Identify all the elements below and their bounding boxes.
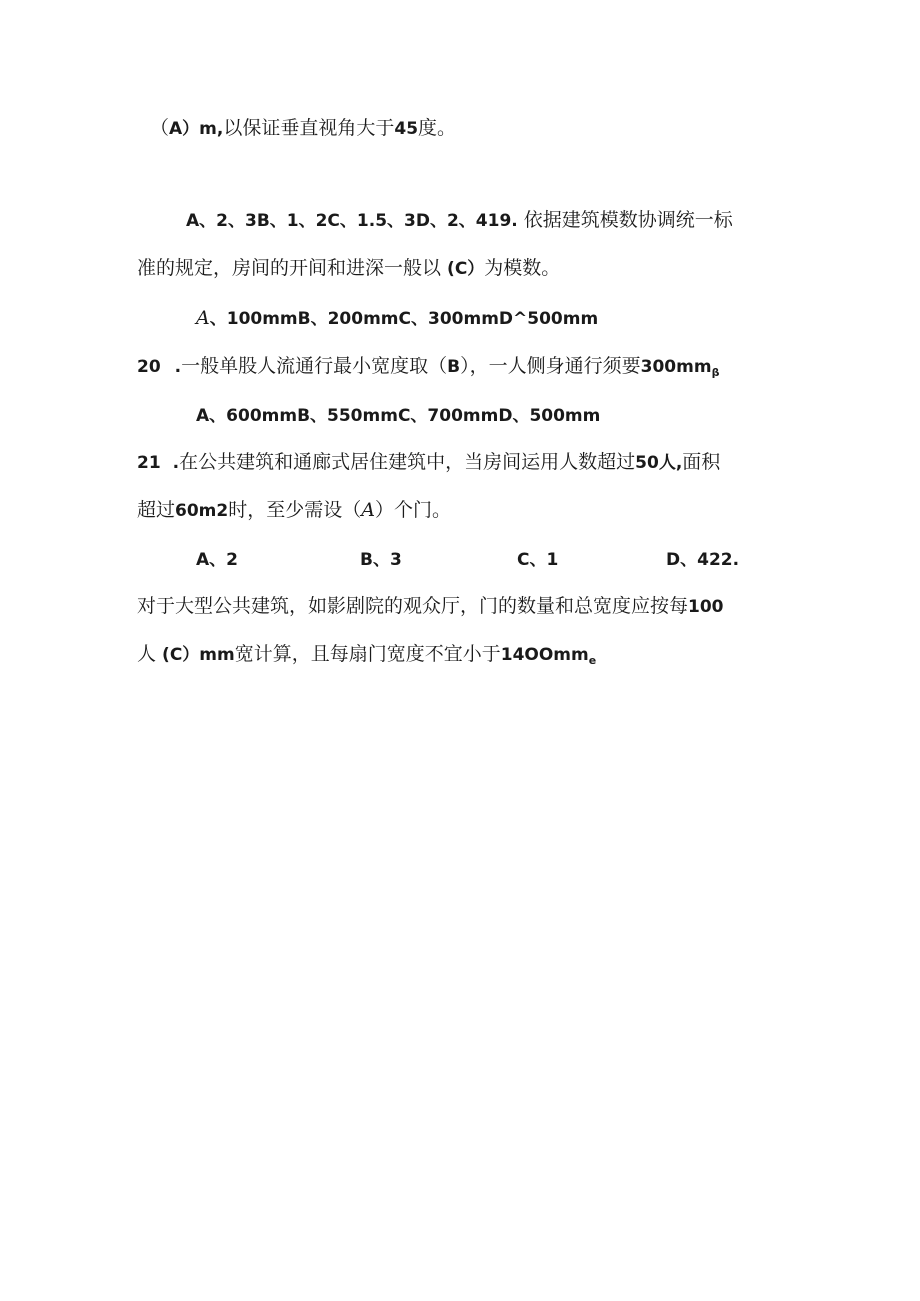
answer-options: 、100mmB、200mmC、300mmD^500mm <box>209 309 599 329</box>
text-fragment: . <box>174 357 182 377</box>
option-c: C、1 <box>517 550 559 570</box>
text-line-8 <box>137 498 451 523</box>
answer-options: A、2、3B、1、2C、1.5、3D、2、419. <box>186 211 518 231</box>
question-number: 20 <box>137 357 161 377</box>
question-number: 21 <box>137 453 161 473</box>
text-line-3 <box>137 256 560 281</box>
text-line-1 <box>150 116 456 141</box>
option-b: B、3 <box>360 550 402 570</box>
number-value: 100 <box>688 597 724 617</box>
text-line-7 <box>137 450 720 475</box>
text-fragment: 以保证垂直视角大于 <box>223 117 395 139</box>
question-text: 宽计算，且每扇门宽度不宜小于 <box>234 643 501 665</box>
text-fragment: （ <box>150 117 170 139</box>
number-value: 50人, <box>635 453 683 473</box>
number-value: 14OOmm <box>500 645 589 665</box>
text-line-2 <box>186 208 733 233</box>
option-d: D、422. <box>666 550 740 570</box>
question-text: 人 <box>137 643 163 665</box>
answer-options: A、600mmB、550mmC、700mmD、500mm <box>196 406 601 426</box>
question-text: 依据建筑模数协调统一标 <box>517 209 733 231</box>
answer-marker: A）m, <box>169 119 224 139</box>
question-text: 超过 <box>137 499 176 521</box>
text-line-5 <box>137 354 719 385</box>
question-text: 为模数。 <box>484 257 561 279</box>
answer-marker: B <box>447 357 461 377</box>
question-text: 时，至少需设（ <box>228 499 362 521</box>
text-fragment: . <box>172 453 180 473</box>
number-value: 60m2 <box>175 501 229 521</box>
question-text: 一般单股人流通行最小宽度取（ <box>181 355 448 377</box>
question-text: ），一人侧身通行须要 <box>460 355 641 377</box>
option-letter: A <box>196 307 210 329</box>
text-fragment: 度。 <box>418 117 457 139</box>
answer-marker: (C） <box>447 259 485 279</box>
text-line-4 <box>196 306 598 331</box>
subscript-mark: e <box>588 654 597 667</box>
question-text: 对于大型公共建筑，如影剧院的观众厅，门的数量和总宽度应按每 <box>137 595 689 617</box>
subscript-mark: β <box>711 366 720 379</box>
question-text: 准的规定，房间的开间和进深一般以 <box>137 257 448 279</box>
answer-marker: (C）mm <box>162 645 235 665</box>
number-value: 45 <box>394 119 419 139</box>
text-line-6 <box>196 403 600 428</box>
question-text: 面积 <box>682 451 721 473</box>
question-text: ）个门。 <box>374 499 451 521</box>
text-line-11 <box>137 642 596 673</box>
number-value: 300mm <box>640 357 712 377</box>
text-line-10 <box>137 594 724 619</box>
option-a: A、2 <box>196 550 238 570</box>
answer-marker: A <box>361 499 375 521</box>
question-text: 在公共建筑和通廊式居住建筑中，当房间运用人数超过 <box>179 451 636 473</box>
